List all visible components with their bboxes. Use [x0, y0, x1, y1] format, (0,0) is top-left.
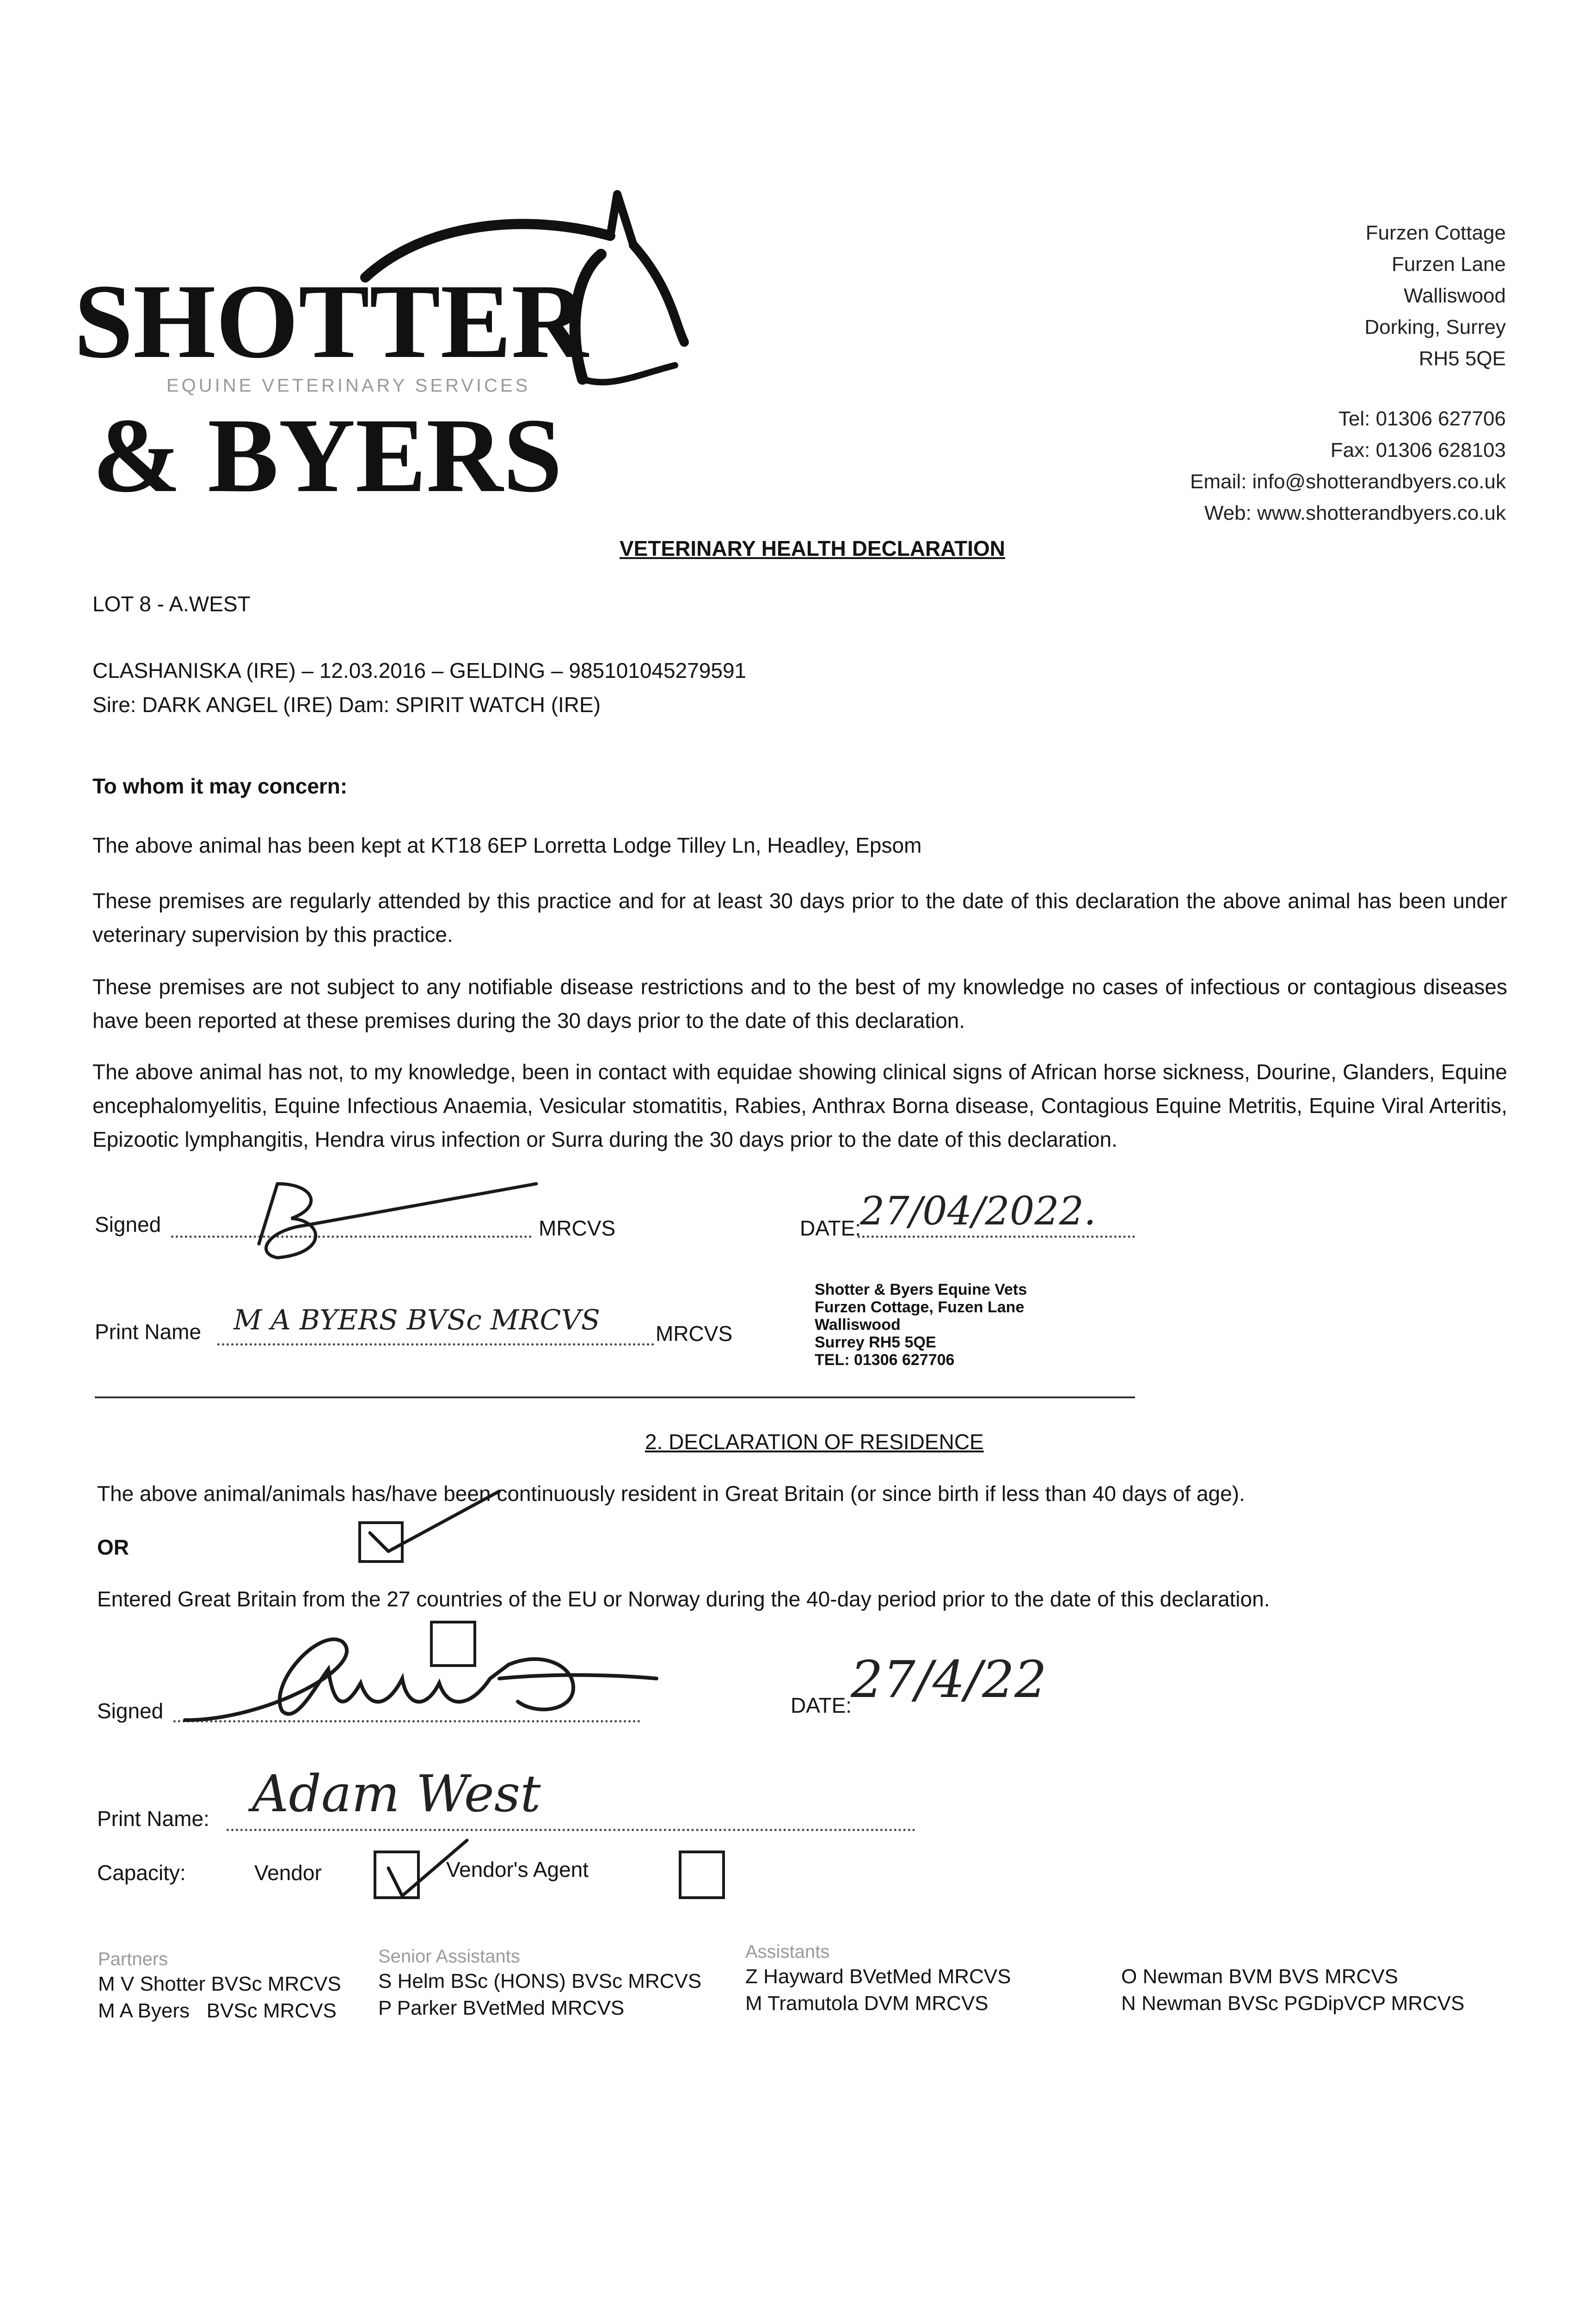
- stamp-line: Furzen Cottage, Fuzen Lane: [815, 1298, 1025, 1316]
- staff-member: P Parker BVetMed MRCVS: [378, 1997, 625, 2019]
- kept-location: KT18 6EP Lorretta Lodge Tilley Ln, Headley, Epsom: [430, 833, 922, 857]
- vet-signed-label: Signed: [95, 1212, 161, 1236]
- partners-title: Partners: [98, 1949, 168, 1969]
- address-line: Furzen Lane: [1391, 253, 1506, 276]
- restrictions-paragraph: These premises are not subject to any notifiable disease restrictions and to the best of my knowledge no cases of infectious or contagious diseases have been reported at these premises during the 30 days prior to the date of this declaration.: [92, 975, 1507, 1033]
- entered-statement: Entered Great Britain from the 27 countries of the EU or Norway during the 40-day period prior to the date of this declaration.: [97, 1587, 1270, 1611]
- section2-title: 2. DECLARATION OF RESIDENCE: [645, 1430, 984, 1454]
- document-title: VETERINARY HEALTH DECLARATION: [620, 536, 1005, 560]
- stamp-line: Walliswood: [815, 1316, 901, 1334]
- address-line: Walliswood: [1404, 284, 1506, 307]
- stamp-line: TEL: 01306 627706: [815, 1351, 955, 1369]
- horse-head-logo-icon: [351, 185, 694, 407]
- address-line: Furzen Cottage: [1365, 221, 1506, 244]
- horse-pedigree: Sire: DARK ANGEL (IRE) Dam: SPIRIT WATCH (IRE): [92, 693, 601, 717]
- vet-date-label: DATE:: [800, 1216, 861, 1240]
- practice-logo: [74, 185, 694, 514]
- address-line: Dorking, Surrey: [1364, 316, 1506, 338]
- other-staff-column: [1121, 1963, 1465, 2017]
- assistants-title: Assistants: [745, 1942, 830, 1962]
- owner-print-label: Print Name:: [97, 1807, 209, 1831]
- vet-print-value: M A BYERS BVSc MRCVS: [233, 1304, 600, 1336]
- vet-date-line: [858, 1236, 1135, 1238]
- residence-statement: The above animal/animals has/have been continuously resident in Great Britain (or since birth if less than 40 days of age).: [97, 1482, 1245, 1506]
- vet-print-suffix: MRCVS: [656, 1322, 733, 1346]
- staff-member: M Tramutola DVM MRCVS: [745, 1992, 988, 2015]
- fax-number: Fax: 01306 628103: [1330, 439, 1506, 461]
- practice-stamp: [815, 1281, 1027, 1369]
- staff-member: O Newman BVM BVS MRCVS: [1121, 1965, 1399, 1988]
- phone-number: Tel: 01306 627706: [1338, 407, 1506, 430]
- owner-date-value: 27/4/22: [851, 1650, 1047, 1709]
- owner-print-value: Adam West: [252, 1764, 541, 1823]
- resident-check-mark-icon: [361, 1482, 509, 1561]
- senior-assistants-column: [378, 1945, 701, 2022]
- staff-member: Z Hayward BVetMed MRCVS: [745, 1965, 1011, 1988]
- vet-print-label: Print Name: [95, 1320, 202, 1344]
- agent-checkbox[interactable]: [679, 1851, 725, 1899]
- stamp-line: Shotter & Byers Equine Vets: [815, 1281, 1027, 1298]
- staff-member: N Newman BVSc PGDipVCP MRCVS: [1121, 1992, 1465, 2015]
- logo-line2: & BYERS: [92, 396, 563, 514]
- owner-signed-label: Signed: [97, 1699, 164, 1723]
- supervision-paragraph: These premises are regularly attended by this practice and for at least 30 days prior to the date of this declaration the above animal has been under veterinary supervision by this practice.: [92, 889, 1507, 947]
- lot-number: LOT 8 - A.WEST: [92, 592, 251, 616]
- vendor-label: Vendor: [254, 1861, 322, 1885]
- horse-details: CLASHANISKA (IRE) – 12.03.2016 – GELDING – 985101045279591: [92, 658, 747, 683]
- owner-signature: [176, 1609, 661, 1734]
- staff-member: S Helm BSc (HONS) BVSc MRCVS: [378, 1970, 702, 1992]
- email-address: Email: info@shotterandbyers.co.uk: [1190, 470, 1506, 493]
- capacity-label: Capacity:: [97, 1861, 186, 1885]
- staff-member: M A Byers BVSc MRCVS: [98, 1999, 337, 2022]
- practice-address: [1044, 217, 1506, 529]
- logo-tagline: EQUINE VETERINARY SERVICES: [166, 375, 531, 396]
- vet-print-line: [217, 1343, 654, 1346]
- senior-assistants-title: Senior Assistants: [378, 1946, 520, 1967]
- contact-paragraph: The above animal has not, to my knowledge, been in contact with equidae showing clinical signs of African horse sickness, Dourine, Glanders, Equine encephalomyelitis, Equine Infectious Anaemia, Vesicular stomatitis, Rabies, Anthrax Borna disease, Contagious Equine Metritis, Equine Viral Arteritis, Epizootic lymphangitis, Hendra virus infection or Surra during the 30 days prior to the date of this declaration.: [92, 1060, 1507, 1151]
- address-line: RH5 5QE: [1418, 347, 1506, 370]
- owner-date-label: DATE:: [791, 1693, 852, 1717]
- kept-location-line: [92, 832, 921, 859]
- partners-column: [98, 1948, 341, 2024]
- or-label: OR: [97, 1535, 129, 1559]
- kept-prefix: The above animal has been kept at: [92, 833, 431, 857]
- owner-print-line: [227, 1829, 915, 1831]
- assistants-column: [745, 1940, 1011, 2017]
- logo-line1: SHOTTER: [74, 262, 589, 380]
- stamp-line: Surrey RH5 5QE: [815, 1334, 936, 1351]
- section-divider: [95, 1396, 1135, 1398]
- web-address: Web: www.shotterandbyers.co.uk: [1204, 502, 1506, 524]
- agent-label: Vendor's Agent: [446, 1857, 589, 1882]
- vet-date-value: 27/04/2022.: [860, 1188, 1096, 1234]
- salutation: To whom it may concern:: [92, 774, 348, 798]
- staff-member: M V Shotter BVSc MRCVS: [98, 1973, 341, 1995]
- vet-signature: [250, 1174, 573, 1267]
- vet-signed-suffix: MRCVS: [539, 1216, 616, 1240]
